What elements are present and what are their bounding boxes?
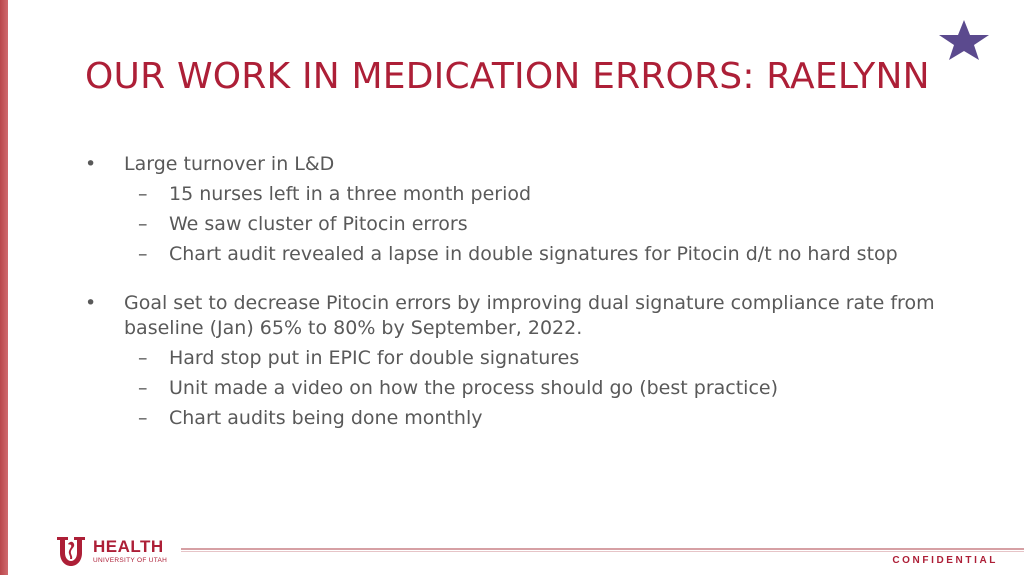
confidential-label: CONFIDENTIAL (892, 555, 998, 566)
university-of-utah-logo (56, 535, 176, 569)
bullet-text: Goal set to decrease Pitocin errors by improving dual signature compliance rate from baseline (Jan) 65% to 80% by September, 2022. (124, 292, 935, 339)
logo-university-text: UNIVERSITY OF UTAH (93, 557, 168, 564)
sub-bullet-text: Chart audits being done monthly (169, 407, 483, 429)
sub-bullet-marker: – (138, 183, 148, 205)
sub-bullet-text: Chart audit revealed a lapse in double signatures for Pitocin d/t no hard stop (169, 243, 898, 265)
u-logo-icon (56, 535, 86, 567)
bullet-1 (85, 152, 965, 177)
sub-bullet-text: We saw cluster of Pitocin errors (169, 213, 468, 235)
bullet-2 (85, 291, 965, 341)
bullet-marker: • (85, 153, 97, 175)
sub-bullet-2-1 (85, 346, 965, 371)
sub-bullet-marker: – (138, 213, 148, 235)
sub-bullet-1-1 (85, 182, 965, 207)
slide-title: OUR WORK IN MEDICATION ERRORS: RAELYNN (85, 56, 930, 97)
sub-bullet-2-2 (85, 376, 965, 401)
footer-divider (181, 548, 1024, 550)
sub-bullet-text: 15 nurses left in a three month period (169, 183, 532, 205)
star-icon (937, 19, 991, 61)
sub-bullet-text: Hard stop put in EPIC for double signatures (169, 347, 580, 369)
logo-health-text: HEALTH (93, 537, 164, 556)
bullet-marker: • (85, 292, 97, 314)
sub-bullet-1-3 (85, 242, 965, 267)
sub-bullet-marker: – (138, 407, 148, 429)
bullet-spacer (85, 267, 965, 291)
footer-divider-secondary (181, 551, 1024, 552)
sub-bullet-marker: – (138, 243, 148, 265)
sub-bullet-text: Unit made a video on how the process should go (best practice) (169, 377, 779, 399)
sub-bullet-marker: – (138, 377, 148, 399)
sub-bullet-1-2 (85, 212, 965, 237)
left-accent-bar (0, 0, 8, 575)
bullet-text: Large turnover in L&D (124, 153, 335, 175)
sub-bullet-2-3 (85, 406, 965, 431)
sub-bullet-marker: – (138, 347, 148, 369)
slide-content (85, 152, 965, 431)
